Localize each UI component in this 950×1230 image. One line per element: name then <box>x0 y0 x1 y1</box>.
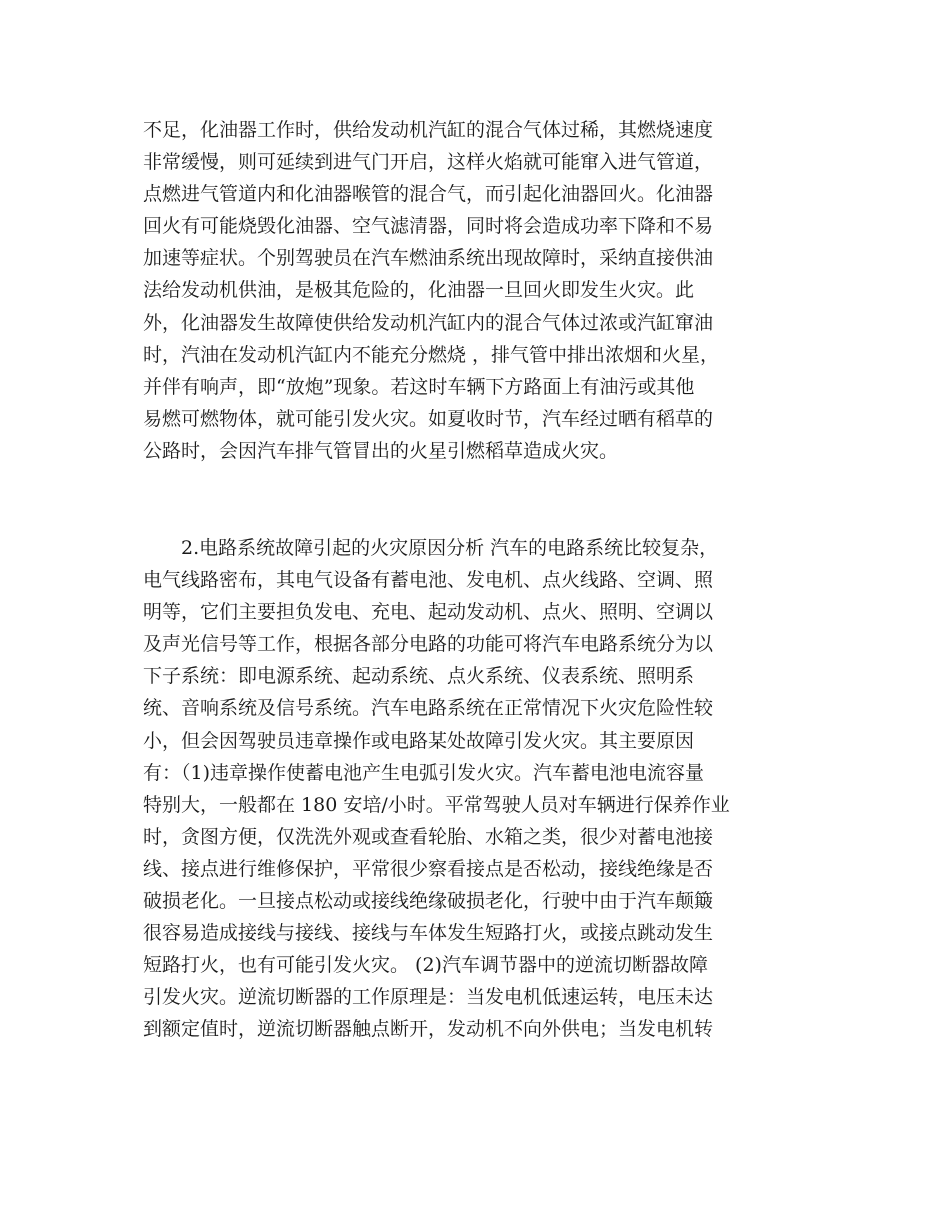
text-line: 不足，化油器工作时，供给发动机汽缸的混合气体过稀，其燃烧速度 <box>143 119 714 141</box>
text-line: 到额定值时，逆流切断器触点断开，发动机不向外供电；当发电机转 <box>143 1018 714 1041</box>
text-line: 线、接点进行维修保护，平常很少察看接点是否松动，接线绝缘是否 <box>143 857 714 880</box>
paragraph-carburetor-backfire <box>143 114 823 467</box>
paragraph-electrical-fault <box>143 532 823 1046</box>
text-line: 点燃进气管道内和化油器喉管的混合气，而引起化油器回火。化油器 <box>143 183 714 206</box>
text-line: 时，汽油在发动机汽缸内不能充分燃烧 ，排气管中排出浓烟和火星， <box>143 343 720 366</box>
text-line: 有：（1)违章操作使蓄电池产生电弧引发火灾。汽车蓄电池电流容量 <box>143 761 705 784</box>
text-line: 特别大，一般都在 180 安培/小时。平常驾驶人员对车辆进行保养作业 <box>143 793 730 816</box>
text-line: 加速等症状。个别驾驶员在汽车燃油系统出现故障时，采纳直接供油 <box>143 247 714 270</box>
text-line: 明等，它们主要担负发电、充电、起动发动机、点火、照明、空调以 <box>143 601 714 624</box>
text-line: 回火有可能烧毁化油器、空气滤清器，同时将会造成功率下降和不易 <box>143 215 714 238</box>
text-line: 很容易造成接线与接线、接线与车体发生短路打火，或接点跳动发生 <box>143 922 714 945</box>
text-line: 时，贪图方便，仅洗洗外观或查看轮胎、水箱之类，很少对蓄电池接 <box>143 825 714 848</box>
text-line: 及声光信号等工作，根据各部分电路的功能可将汽车电路系统分为以 <box>143 633 714 656</box>
text-line: 外，化油器发生故障使供给发动机汽缸内的混合气体过浓或汽缸窜油 <box>143 311 714 334</box>
text-line: 引发火灾。逆流切断器的工作原理是：当发电机低速运转，电压未达 <box>143 986 714 1009</box>
text-line: 法给发动机供油，是极其危险的，化油器一旦回火即发生火灾。此 <box>143 279 695 302</box>
text-line: 电气线路密布，其电气设备有蓄电池、发电机、点火线路、空调、照 <box>143 569 714 592</box>
text-line: 非常缓慢，则可延续到进气门开启，这样火焰就可能窜入进气管道， <box>143 151 714 174</box>
text-line: 并伴有响声，即“放炮”现象。若这时车辆下方路面上有油污或其他 <box>143 375 695 398</box>
text-line: 小，但会因驾驶员违章操作或电路某处故障引发火灾。其主要原因 <box>143 729 695 752</box>
text-line: 破损老化。一旦接点松动或接线绝缘破损老化，行驶中由于汽车颠簸 <box>143 890 714 913</box>
text-line: 短路打火，也有可能引发火灾。 (2)汽车调节器中的逆流切断器故障 <box>143 954 708 977</box>
text-line: 下子系统：即电源系统、起动系统、点火系统、仪表系统、照明系 <box>143 665 695 688</box>
text-line: 统、音响系统及信号系统。汽车电路系统在正常情况下火灾危险性较 <box>143 697 714 720</box>
text-line: 2.电路系统故障引起的火灾原因分析 汽车的电路系统比较复杂， <box>143 537 719 559</box>
text-line: 易燃可燃物体，就可能引发火灾。如夏收时节，汽车经过晒有稻草的 <box>143 407 714 430</box>
text-line: 公路时，会因汽车排气管冒出的火星引燃稻草造成火灾。 <box>143 439 619 462</box>
